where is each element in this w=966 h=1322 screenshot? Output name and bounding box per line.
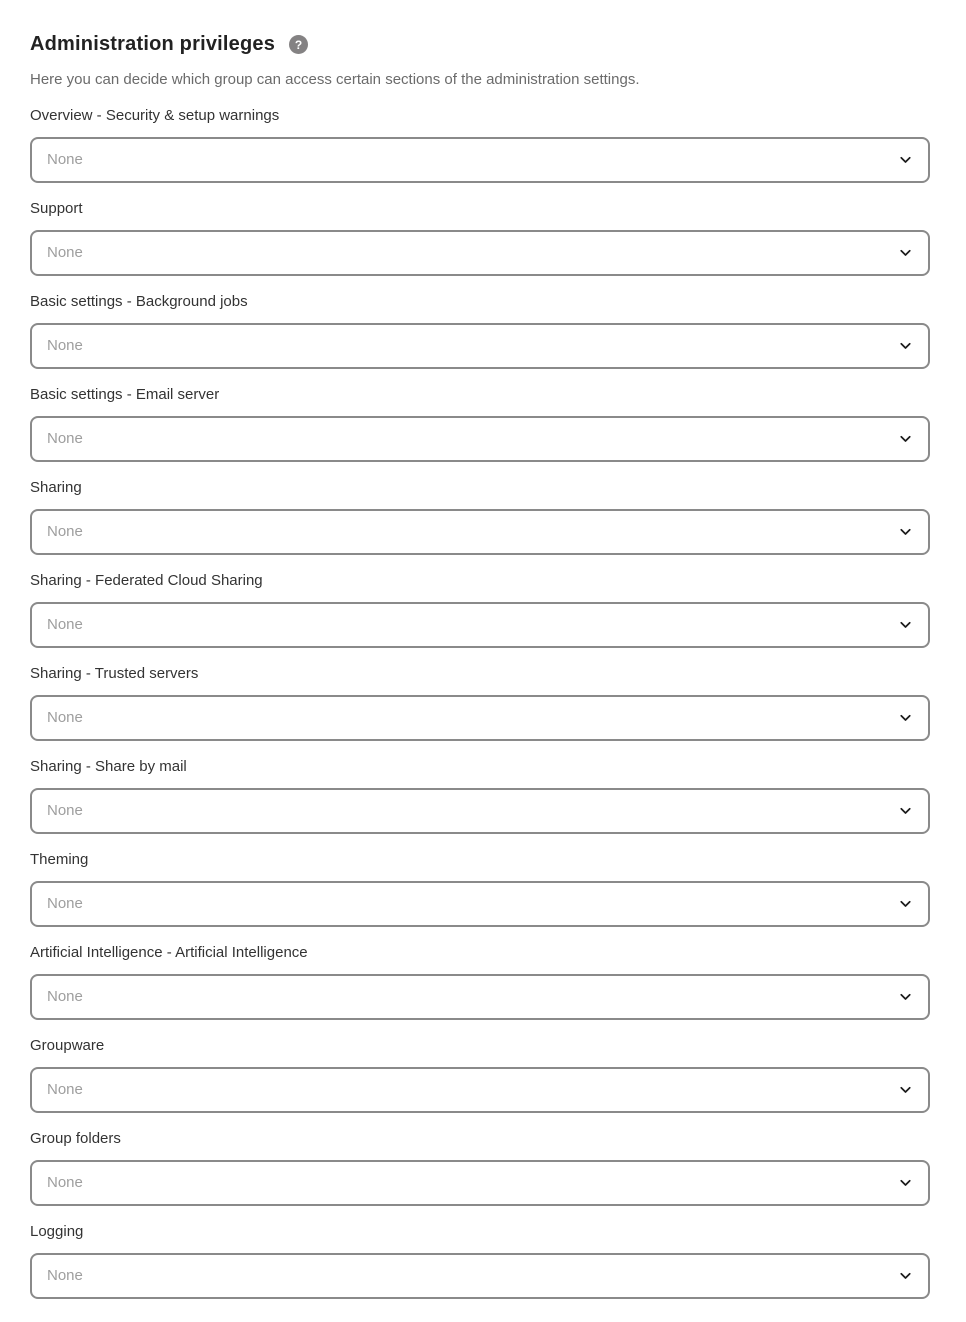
field-group <box>30 106 930 183</box>
field-group <box>30 571 930 648</box>
select-value: None <box>47 988 83 1006</box>
help-icon[interactable]: ? <box>289 35 308 54</box>
select-value: None <box>47 1267 83 1285</box>
chevron-down-icon <box>897 802 914 819</box>
field-label: Support <box>30 199 83 217</box>
group-select[interactable] <box>30 881 930 927</box>
field-label: Artificial Intelligence - Artificial Intelligence <box>30 943 308 961</box>
field-label: Sharing - Share by mail <box>30 757 187 775</box>
group-select[interactable] <box>30 1160 930 1206</box>
field-group <box>30 199 930 276</box>
field-group <box>30 943 930 1020</box>
field-label: Groupware <box>30 1036 105 1054</box>
field-label: Overview - Security & setup warnings <box>30 106 280 124</box>
group-select[interactable] <box>30 974 930 1020</box>
select-value: None <box>47 244 83 262</box>
admin-privileges-section <box>30 33 930 1299</box>
field-label: Sharing - Federated Cloud Sharing <box>30 571 263 589</box>
chevron-down-icon <box>897 895 914 912</box>
field-group <box>30 757 930 834</box>
group-select[interactable] <box>30 695 930 741</box>
select-value: None <box>47 151 83 169</box>
group-select[interactable] <box>30 230 930 276</box>
chevron-down-icon <box>897 1081 914 1098</box>
field-label: Group folders <box>30 1129 121 1147</box>
chevron-down-icon <box>897 523 914 540</box>
field-label: Theming <box>30 850 89 868</box>
group-select[interactable] <box>30 416 930 462</box>
select-value: None <box>47 523 83 541</box>
field-group <box>30 1222 930 1299</box>
group-select[interactable] <box>30 509 930 555</box>
select-value: None <box>47 1081 83 1099</box>
field-label: Sharing <box>30 478 82 496</box>
field-label: Basic settings - Email server <box>30 385 220 403</box>
chevron-down-icon <box>897 244 914 261</box>
field-group <box>30 664 930 741</box>
select-value: None <box>47 895 83 913</box>
field-group <box>30 1129 930 1206</box>
group-select[interactable] <box>30 323 930 369</box>
section-description: Here you can decide which group can access certain sections of the administration settings. <box>30 71 640 88</box>
fields-list <box>30 106 930 1299</box>
field-label: Basic settings - Background jobs <box>30 292 248 310</box>
field-label: Sharing - Trusted servers <box>30 664 199 682</box>
select-value: None <box>47 709 83 727</box>
group-select[interactable] <box>30 788 930 834</box>
group-select[interactable] <box>30 1067 930 1113</box>
select-value: None <box>47 337 83 355</box>
section-header <box>30 33 930 56</box>
group-select[interactable] <box>30 1253 930 1299</box>
chevron-down-icon <box>897 430 914 447</box>
field-group <box>30 1036 930 1113</box>
chevron-down-icon <box>897 337 914 354</box>
field-group <box>30 478 930 555</box>
chevron-down-icon <box>897 1267 914 1284</box>
page-title: Administration privileges <box>30 33 276 55</box>
select-value: None <box>47 616 83 634</box>
chevron-down-icon <box>897 988 914 1005</box>
select-value: None <box>47 802 83 820</box>
chevron-down-icon <box>897 151 914 168</box>
field-group <box>30 385 930 462</box>
field-group <box>30 850 930 927</box>
chevron-down-icon <box>897 1174 914 1191</box>
select-value: None <box>47 1174 83 1192</box>
select-value: None <box>47 430 83 448</box>
group-select[interactable] <box>30 137 930 183</box>
chevron-down-icon <box>897 616 914 633</box>
field-group <box>30 292 930 369</box>
chevron-down-icon <box>897 709 914 726</box>
group-select[interactable] <box>30 602 930 648</box>
field-label: Logging <box>30 1222 84 1240</box>
